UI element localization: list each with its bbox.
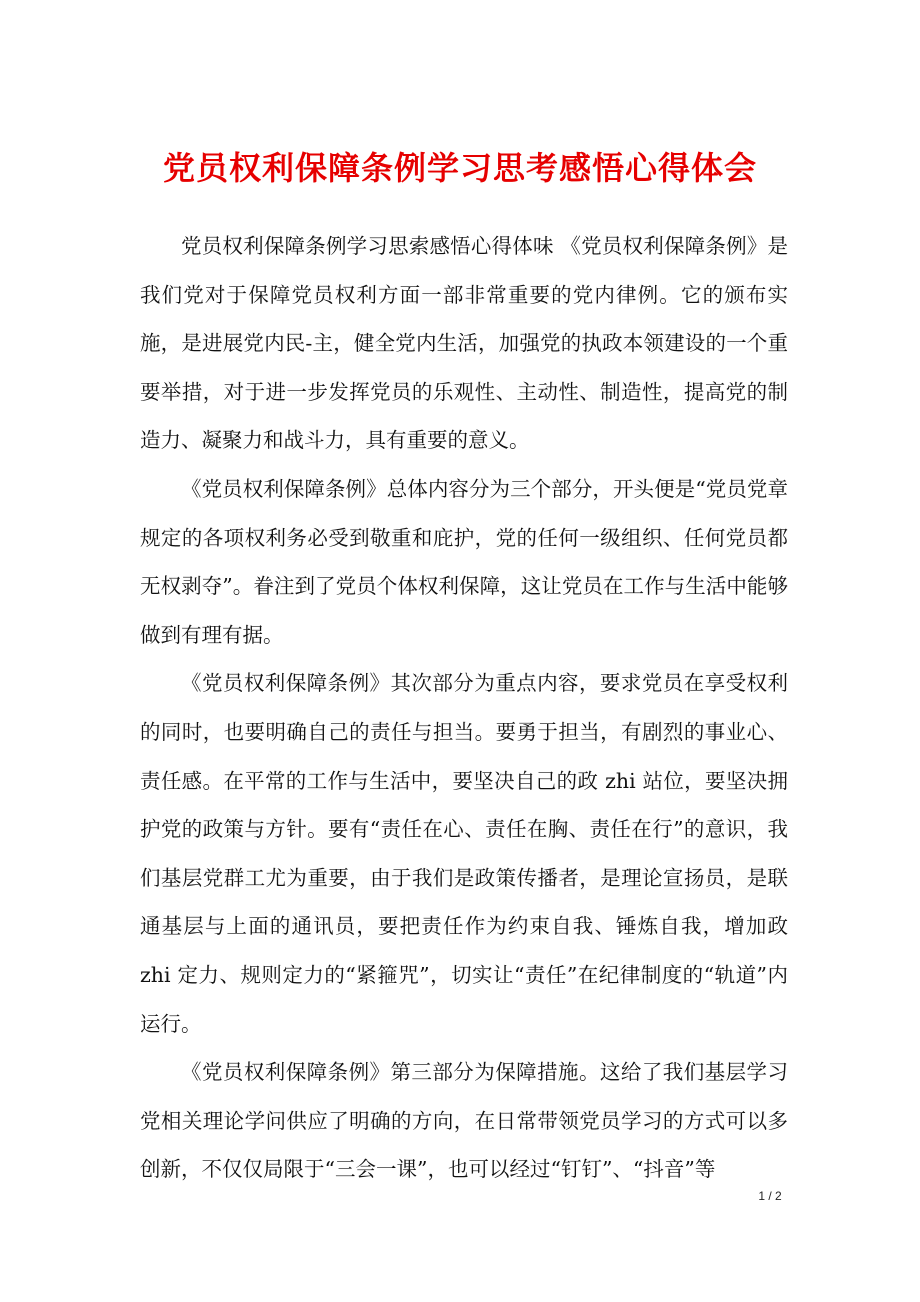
paragraph-1: 党员权利保障条例学习思索感悟心得体味 《党员权利保障条例》是我们党对于保障党员权利方面一部非常重要的党内律例。它的颁布实施，是进展党内民-主，健全党内生活，加强党的执政本领建设的一个重要举措，对于进一步发挥党员的乐观性、主动性、制造性，提高党的制造力、凝聚力和战斗力，具有重要的意义。 — [140, 234, 788, 453]
paragraph-4: 《党员权利保障条例》第三部分为保障措施。这给了我们基层学习党相关理论学问供应了明确的方向，在日常带领党员学习的方式可以多创新，不仅仅局限于“三会一课”，也可以经过“钉钉”、“抖音”等 — [140, 1060, 788, 1182]
page-number: 1 / 2 — [758, 1189, 782, 1203]
document-body — [140, 222, 788, 1194]
paragraph-2: 《党员权利保障条例》总体内容分为三个部分，开头便是“党员党章规定的各项权利务必受到敬重和庇护，党的任何一级组织、任何党员都无权剥夺”。眷注到了党员个体权利保障，这让党员在工作与生活中能够做到有理有据。 — [140, 476, 788, 647]
document-title: 党员权利保障条例学习思考感悟心得体会 — [162, 149, 757, 187]
paragraph-3: 《党员权利保障条例》其次部分为重点内容，要求党员在享受权利的同时，也要明确自己的责任与担当。要勇于担当，有剧烈的事业心、责任感。在平常的工作与生活中，要坚决自己的政 zhi 站位，要坚决拥护党的政策与方针。要有“责任在心、责任在胸、责任在行”的意识，我们基层党群工尤为重要，由于我们是政策传播者，是理论宣扬员，是联通基层与上面的通讯员，要把责任作为约束自我、锤炼自我，增加政 zhi 定力、规则定力的“紧箍咒”，切实让“责任”在纪律制度的“轨道”内运行。 — [140, 671, 788, 1036]
